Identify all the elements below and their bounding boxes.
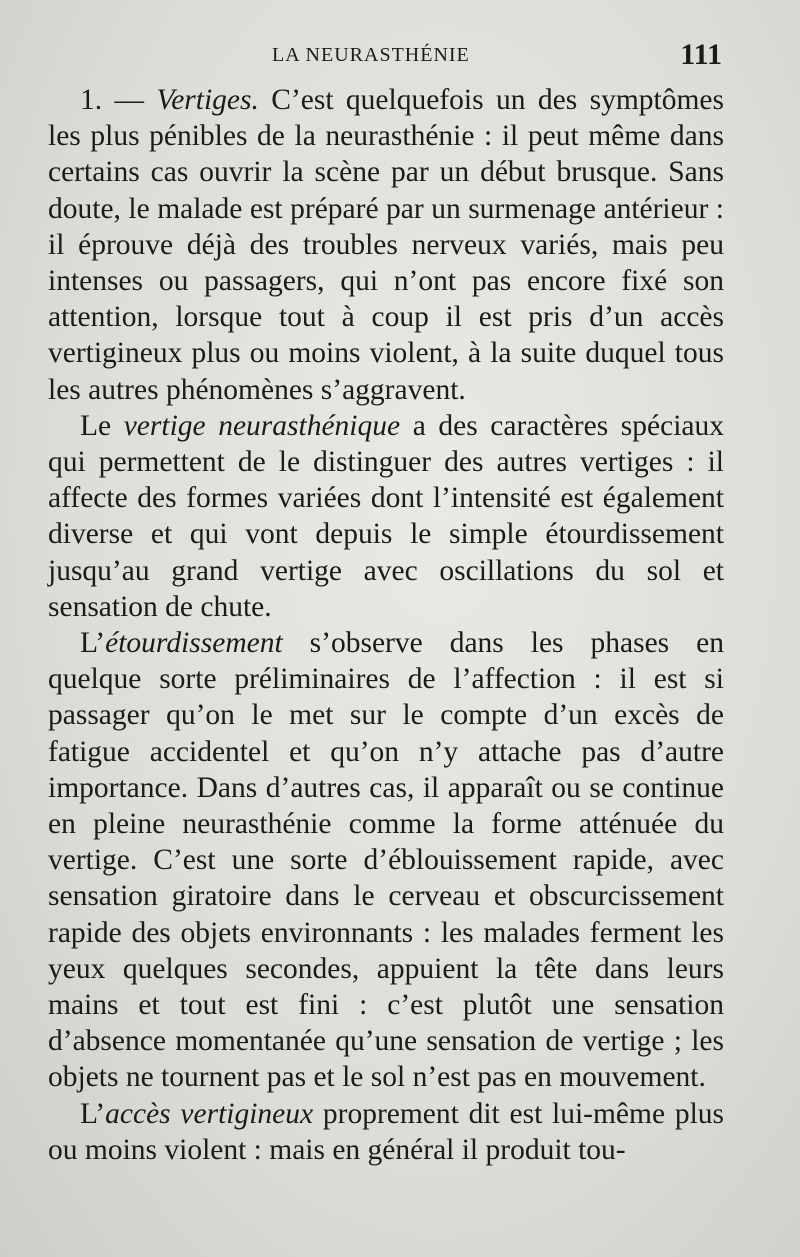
paragraph-etourdissement <box>48 625 724 1096</box>
running-title: LA NEURASTHÉNIE <box>272 44 470 66</box>
page-number: 111 <box>680 38 722 71</box>
body-text <box>48 82 724 1168</box>
paragraph-text: a des caractères spéciaux qui permettent de le distinguer des autres vertiges : il affecte des formes variées dont l’intensité est également diverse et qui vont depuis le simple étourdissement jusqu’au grand vertige avec oscillations du sol et sensation de chute. <box>48 409 724 623</box>
section-number: 1. — <box>80 84 157 116</box>
section-heading: Vertiges. <box>156 84 259 116</box>
page-header <box>0 40 800 76</box>
paragraph-emphasis: vertige neurasthénique <box>123 409 401 442</box>
paragraph-text: C’est quelquefois un des symptômes les plus pénibles de la neurasthénie : il peut même dans certains cas ouvrir la scène par un début brusque. Sans doute, le malade est préparé par un surmenage antérieur : il éprouve déjà des troubles nerveux variés, mais peu intenses ou passagers, qui n’ont pas encore fixé son attention, lorsque tout à coup il est pris d’un accès vertigineux plus ou moins violent, à la suite duquel tous les autres phénomènes s’aggravent. <box>48 84 724 406</box>
paragraph-vertiges <box>48 82 724 408</box>
paragraph-prefix: L’ <box>80 627 106 660</box>
paragraph-text: s’observe dans les phases en quelque sorte préliminaires de l’affection : il est si passager qu’on le met sur le compte d’un excès de fatigue accidentel et qu’on n’y attache pas d’autre importance. Dans d’autres cas, il apparaît ou se continue en pleine neurasthénie comme la forme atténuée du vertige. C’est une sorte d’éblouissement rapide, avec sensation giratoire dans le cerveau et obscurcissement rapide des objets environnants : les malades ferment les yeux quelques secondes, appuient la tête dans leurs mains et tout est fini : c’est plutôt une sensation d’absence momentanée qu’une sensation de vertige ; les objets ne tournent pas et le sol n’est pas en mouvement. <box>48 627 724 1094</box>
paragraph-emphasis: accès vertigineux <box>105 1097 314 1130</box>
paragraph-text: proprement dit est lui-même plus ou moins violent : mais en général il produit tou- <box>48 1097 724 1166</box>
paragraph-prefix: L’ <box>80 1097 106 1130</box>
paragraph-prefix: Le <box>80 409 124 442</box>
paragraph-vertige-neurasthenique <box>48 408 724 625</box>
paragraph-acces-vertigineux <box>48 1096 724 1168</box>
paragraph-emphasis: étourdissement <box>105 627 283 660</box>
